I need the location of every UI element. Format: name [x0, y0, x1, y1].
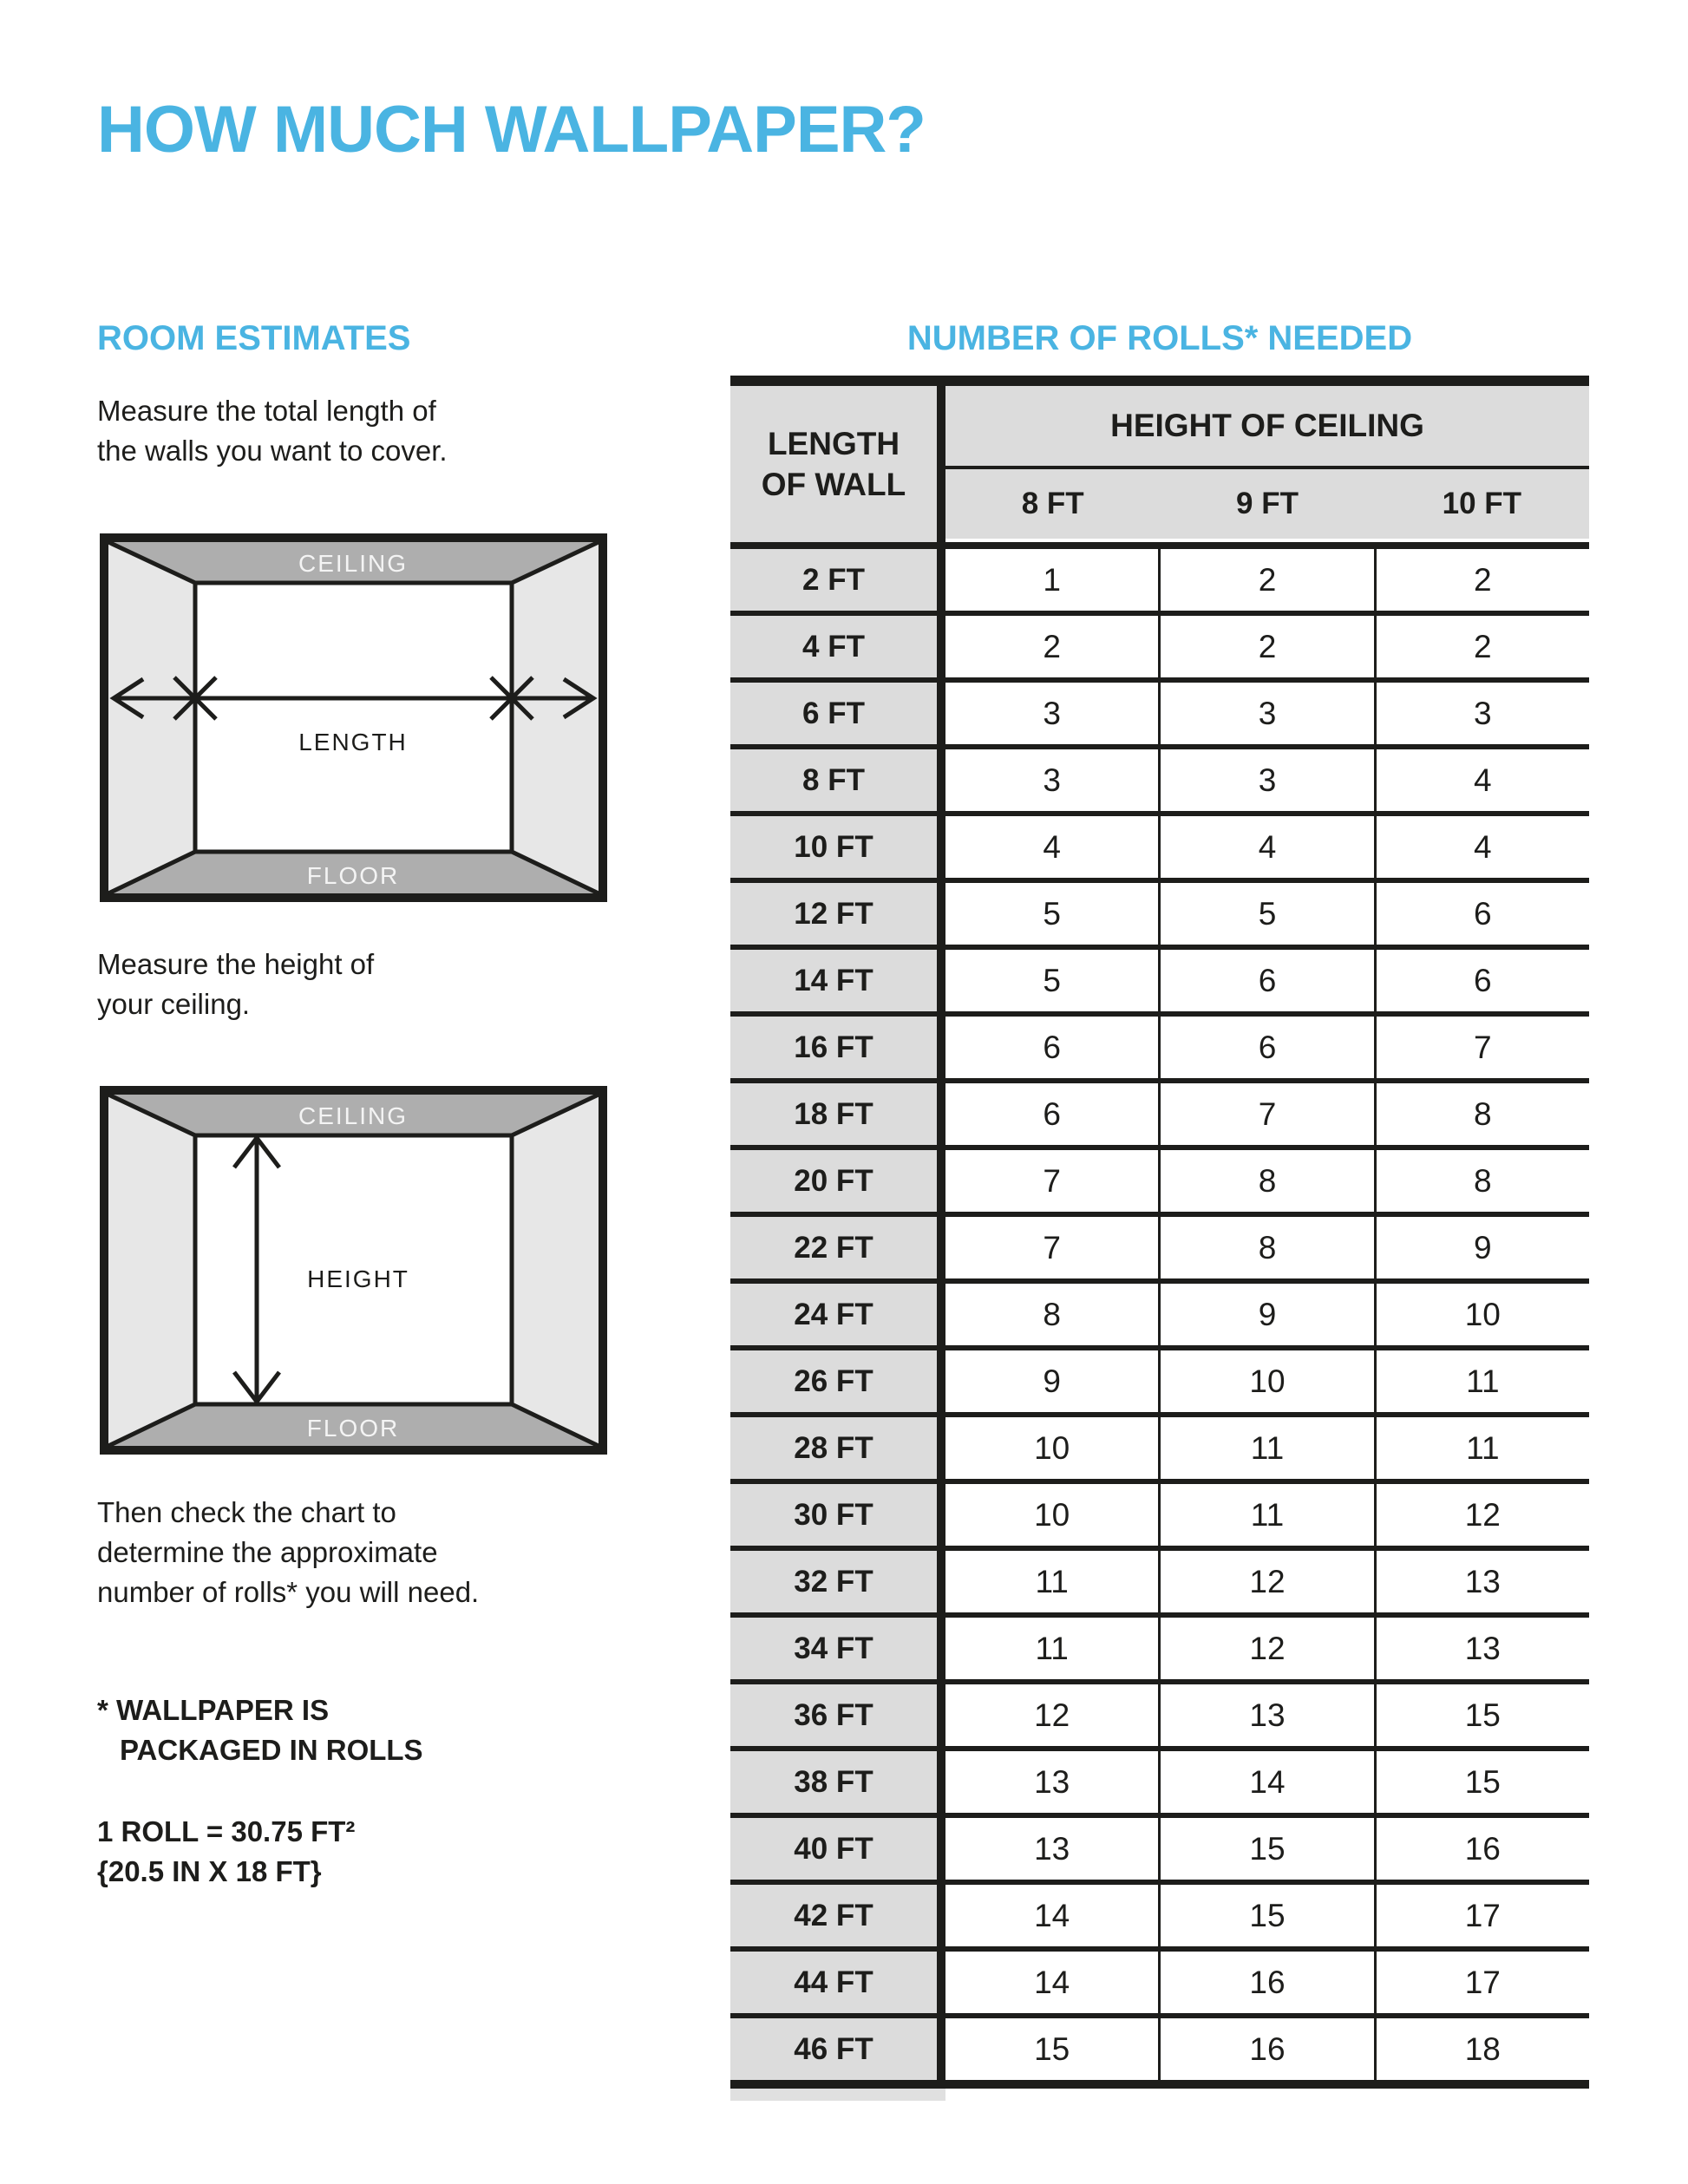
rolls-count-cell: 4 — [1474, 828, 1492, 865]
length-measure-label: LENGTH — [298, 729, 408, 755]
rolls-cells — [945, 1484, 1589, 1546]
ceiling-height-diagram-drawing — [100, 1086, 607, 1455]
length-of-wall-line1: LENGTH — [767, 426, 900, 461]
table-row — [730, 1083, 1589, 1150]
rolls-count-cell: 16 — [1161, 1952, 1376, 2013]
rolls-count-cell: 13 — [945, 1818, 1161, 1880]
rolls-count-cell: 13 — [1464, 1563, 1501, 1599]
ceiling-height-diagram — [100, 1086, 607, 1455]
rolls-count-cell: 6 — [1474, 962, 1492, 998]
table-row — [730, 1818, 1589, 1885]
rolls-count-cell: 15 — [945, 2018, 1161, 2080]
check-chart-line3: number of rolls* you will need. — [97, 1576, 480, 1608]
wall-length-cell: 2 FT — [730, 549, 945, 611]
length-of-wall-line2: OF WALL — [761, 467, 906, 502]
rolls-cells — [945, 1952, 1589, 2013]
rolls-count-cell: 4 — [1161, 816, 1376, 878]
table-row — [730, 1751, 1589, 1818]
table-row — [730, 1417, 1589, 1484]
rolls-cells — [945, 1684, 1589, 1746]
rolls-cells — [945, 2018, 1589, 2080]
check-chart-line1: Then check the chart to — [97, 1496, 396, 1528]
rolls-count-cell: 5 — [945, 950, 1161, 1011]
rolls-count-cell: 10 — [945, 1417, 1161, 1479]
rolls-count-cell: 10 — [1464, 1296, 1501, 1332]
wall-length-cell: 4 FT — [730, 616, 945, 677]
rolls-count-cell: 12 — [945, 1684, 1161, 1746]
rolls-cells — [945, 1083, 1589, 1145]
rolls-count-cell: 16 — [1464, 1830, 1501, 1867]
rolls-count-cell: 14 — [1161, 1751, 1376, 1813]
table-row — [730, 1017, 1589, 1083]
wall-length-cell: 12 FT — [730, 883, 945, 945]
rolls-count-cell: 6 — [945, 1017, 1161, 1078]
wall-length-cell: 38 FT — [730, 1751, 945, 1813]
rolls-count-cell: 2 — [1161, 616, 1376, 677]
table-row — [730, 1618, 1589, 1684]
wall-length-cell: 10 FT — [730, 816, 945, 878]
table-row — [730, 1284, 1589, 1350]
table-row — [730, 1150, 1589, 1217]
rolls-count-cell: 2 — [1474, 561, 1492, 598]
rolls-count-cell: 7 — [945, 1217, 1161, 1278]
rolls-count-cell: 3 — [1161, 683, 1376, 744]
floor-label: FLOOR — [306, 1415, 400, 1442]
rolls-count-cell: 15 — [1161, 1818, 1376, 1880]
roll-size-info — [97, 1812, 355, 1892]
rolls-cells — [945, 1350, 1589, 1412]
table-row — [730, 1484, 1589, 1551]
rolls-count-cell: 17 — [1464, 1897, 1501, 1933]
wall-length-cell: 24 FT — [730, 1284, 945, 1345]
rolls-cells — [945, 1217, 1589, 1278]
rolls-count-cell: 13 — [1161, 1684, 1376, 1746]
rolls-count-cell: 12 — [1161, 1618, 1376, 1679]
measure-length-line1: Measure the total length of — [97, 395, 436, 427]
wall-length-cell: 16 FT — [730, 1017, 945, 1078]
table-bleed-strip — [730, 2089, 945, 2101]
rolls-count-cell: 12 — [1161, 1551, 1376, 1612]
room-length-diagram — [100, 533, 607, 902]
rolls-count-cell: 11 — [1161, 1417, 1376, 1479]
rolls-count-cell: 11 — [1466, 1363, 1500, 1399]
rolls-cells — [945, 1818, 1589, 1880]
rolls-footnote-line1: * WALLPAPER IS — [97, 1694, 330, 1726]
height-of-ceiling-header: HEIGHT OF CEILING — [945, 386, 1589, 469]
rolls-count-cell: 6 — [945, 1083, 1161, 1145]
check-chart-text — [97, 1493, 479, 1612]
rolls-cells — [945, 749, 1589, 811]
table-row — [730, 950, 1589, 1017]
rolls-count-cell: 8 — [945, 1284, 1161, 1345]
rolls-count-cell: 15 — [1464, 1763, 1501, 1800]
rolls-count-cell: 11 — [945, 1618, 1161, 1679]
rolls-footnote — [97, 1690, 423, 1770]
rolls-cells — [945, 1885, 1589, 1946]
rolls-cells — [945, 616, 1589, 677]
wall-length-cell: 8 FT — [730, 749, 945, 811]
table-row — [730, 616, 1589, 683]
rolls-cells — [945, 1017, 1589, 1078]
rolls-count-cell: 10 — [1161, 1350, 1376, 1412]
rolls-count-cell: 9 — [1474, 1229, 1492, 1265]
wall-length-cell: 44 FT — [730, 1952, 945, 2013]
floor-label: FLOOR — [306, 862, 400, 889]
table-header — [730, 386, 1589, 549]
rolls-count-cell: 3 — [1161, 749, 1376, 811]
rolls-count-cell: 5 — [945, 883, 1161, 945]
wall-length-cell: 36 FT — [730, 1684, 945, 1746]
ceiling-label: CEILING — [298, 1102, 409, 1129]
rolls-count-cell: 11 — [945, 1551, 1161, 1612]
rolls-count-cell: 17 — [1464, 1964, 1501, 2000]
rolls-count-cell: 3 — [945, 683, 1161, 744]
wall-length-cell: 26 FT — [730, 1350, 945, 1412]
rolls-count-cell: 4 — [1474, 762, 1492, 798]
wall-length-cell: 46 FT — [730, 2018, 945, 2080]
height-measure-label: HEIGHT — [307, 1265, 409, 1292]
rolls-count-cell: 8 — [1161, 1150, 1376, 1212]
rolls-count-cell: 4 — [945, 816, 1161, 878]
column-header-8ft: 8 FT — [1021, 487, 1084, 520]
table-row — [730, 816, 1589, 883]
rolls-count-cell: 14 — [945, 1952, 1161, 2013]
rolls-footnote-line2: PACKAGED IN ROLLS — [120, 1734, 423, 1766]
table-row — [730, 883, 1589, 950]
measure-length-text — [97, 391, 448, 471]
rolls-count-cell: 15 — [1464, 1697, 1501, 1733]
rolls-cells — [945, 1618, 1589, 1679]
measure-length-line2: the walls you want to cover. — [97, 435, 448, 467]
rolls-cells — [945, 683, 1589, 744]
rolls-count-cell: 2 — [945, 616, 1161, 677]
wall-length-cell: 34 FT — [730, 1618, 945, 1679]
page-title: HOW MUCH WALLPAPER? — [97, 93, 926, 167]
rolls-count-cell: 15 — [1161, 1885, 1376, 1946]
wall-length-cell: 40 FT — [730, 1818, 945, 1880]
rolls-count-cell: 16 — [1161, 2018, 1376, 2080]
table-body — [730, 549, 1589, 2089]
room-estimates-heading: ROOM ESTIMATES — [97, 319, 411, 357]
rolls-count-cell: 14 — [945, 1885, 1161, 1946]
column-header-10ft: 10 FT — [1442, 487, 1522, 520]
rolls-count-cell: 13 — [1464, 1630, 1501, 1666]
table-row — [730, 1551, 1589, 1618]
table-row — [730, 1684, 1589, 1751]
rolls-cells — [945, 950, 1589, 1011]
wall-length-cell: 6 FT — [730, 683, 945, 744]
room-length-diagram-drawing — [100, 533, 607, 902]
wall-length-cell: 22 FT — [730, 1217, 945, 1278]
rolls-needed-table — [730, 376, 1589, 2101]
table-row — [730, 1885, 1589, 1952]
rolls-count-cell: 11 — [1466, 1429, 1500, 1466]
rolls-count-cell: 3 — [1474, 695, 1492, 731]
rolls-cells — [945, 883, 1589, 945]
wall-length-cell: 32 FT — [730, 1551, 945, 1612]
rolls-count-cell: 2 — [1474, 628, 1492, 664]
wall-length-cell: 18 FT — [730, 1083, 945, 1145]
table-row — [730, 549, 1589, 616]
table-row — [730, 1217, 1589, 1284]
rolls-needed-heading: NUMBER OF ROLLS* NEEDED — [906, 319, 1413, 357]
measure-height-line2: your ceiling. — [97, 988, 251, 1020]
rolls-cells — [945, 1284, 1589, 1345]
check-chart-line2: determine the approximate — [97, 1536, 438, 1568]
rolls-count-cell: 9 — [945, 1350, 1161, 1412]
rolls-cells — [945, 1751, 1589, 1813]
table-row — [730, 683, 1589, 749]
rolls-count-cell: 3 — [945, 749, 1161, 811]
rolls-cells — [945, 816, 1589, 878]
ceiling-column-headers — [945, 469, 1589, 539]
measure-height-line1: Measure the height of — [97, 948, 375, 980]
length-of-wall-header — [730, 386, 945, 542]
ceiling-header-group — [945, 386, 1589, 542]
rolls-cells — [945, 549, 1589, 611]
rolls-count-cell: 7 — [1161, 1083, 1376, 1145]
rolls-count-cell: 11 — [1161, 1484, 1376, 1546]
rolls-count-cell: 6 — [1161, 950, 1376, 1011]
rolls-count-cell: 13 — [945, 1751, 1161, 1813]
wall-length-cell: 14 FT — [730, 950, 945, 1011]
rolls-count-cell: 8 — [1161, 1217, 1376, 1278]
table-row — [730, 1350, 1589, 1417]
rolls-count-cell: 7 — [945, 1150, 1161, 1212]
roll-size-line1: 1 ROLL = 30.75 FT² — [97, 1815, 356, 1847]
table-row — [730, 1952, 1589, 2018]
rolls-count-cell: 8 — [1474, 1095, 1492, 1132]
roll-size-line2: {20.5 IN X 18 FT} — [97, 1855, 322, 1887]
table-row — [730, 749, 1589, 816]
rolls-count-cell: 8 — [1474, 1162, 1492, 1199]
wall-length-cell: 20 FT — [730, 1150, 945, 1212]
rolls-cells — [945, 1551, 1589, 1612]
measure-height-text — [97, 945, 374, 1024]
wall-length-cell: 30 FT — [730, 1484, 945, 1546]
rolls-count-cell: 7 — [1474, 1029, 1492, 1065]
rolls-count-cell: 1 — [945, 549, 1161, 611]
rolls-count-cell: 18 — [1464, 2030, 1501, 2067]
rolls-cells — [945, 1150, 1589, 1212]
rolls-count-cell: 6 — [1161, 1017, 1376, 1078]
rolls-count-cell: 2 — [1161, 549, 1376, 611]
rolls-cells — [945, 1417, 1589, 1479]
table-row — [730, 2018, 1589, 2089]
wall-length-cell: 42 FT — [730, 1885, 945, 1946]
wall-length-cell: 28 FT — [730, 1417, 945, 1479]
rolls-count-cell: 10 — [945, 1484, 1161, 1546]
column-header-9ft: 9 FT — [1236, 487, 1299, 520]
ceiling-label: CEILING — [298, 550, 409, 577]
rolls-count-cell: 5 — [1161, 883, 1376, 945]
rolls-count-cell: 9 — [1161, 1284, 1376, 1345]
rolls-count-cell: 6 — [1474, 895, 1492, 932]
rolls-count-cell: 12 — [1464, 1496, 1501, 1533]
